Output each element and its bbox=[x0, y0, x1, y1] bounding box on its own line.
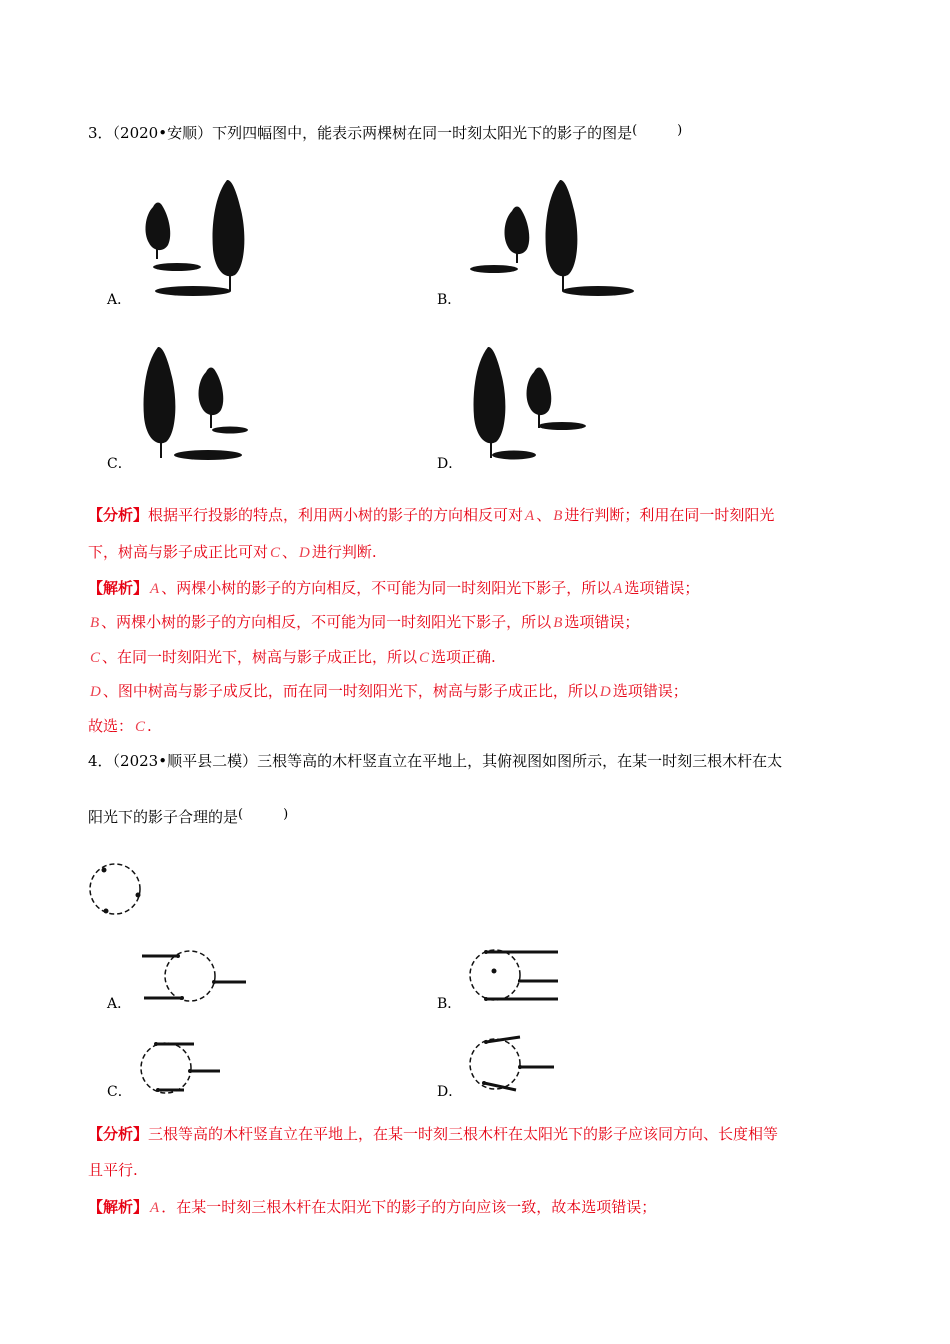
tree-icon bbox=[474, 347, 506, 458]
q3-solution-b: B 、两棵小树的影子的方向相反，不可能为同一时刻阳光下影子，所以 B 选项错误； bbox=[90, 613, 640, 631]
q3-analysis-line2: 下，树高与影子成正比可对 C 、 D 进行判断. bbox=[88, 543, 377, 561]
q4-analysis-line2: 且平行. bbox=[88, 1161, 138, 1179]
q4-source: （2023•顺平县二模） bbox=[112, 752, 258, 770]
q3-figure-a bbox=[135, 175, 265, 300]
q4-option-b-label: B． bbox=[437, 996, 462, 1012]
q3-figure-d bbox=[466, 342, 596, 467]
q3-option-c-label: C． bbox=[107, 456, 132, 472]
q3-option-a-label: A． bbox=[107, 292, 132, 308]
analysis-tag: 【分析】 bbox=[88, 1125, 149, 1143]
analysis-tag: 【分析】 bbox=[88, 506, 149, 524]
shadow-small bbox=[538, 422, 586, 430]
q3-solution-d: D 、图中树高与影子成反比，而在同一时刻阳光下，树高与影子成正比，所以 D 选项错误； bbox=[90, 682, 688, 700]
shadow-big bbox=[562, 286, 634, 296]
tree-icon bbox=[527, 368, 552, 429]
q4-topview-figure bbox=[88, 862, 148, 917]
q3-stem bbox=[88, 121, 682, 143]
q4-option-a-label: A． bbox=[107, 996, 132, 1012]
tree-icon bbox=[146, 203, 171, 260]
q4-figure-c bbox=[138, 1038, 228, 1098]
q3-analysis-line1: 【分析】根据平行投影的特点，利用两小树的影子的方向相反可对 A 、 B 进行判断；利用在同一时刻阳光 bbox=[88, 506, 775, 524]
tree-icon bbox=[144, 347, 176, 458]
q4-solution-a: 【解析】 A ．在某一时刻三根木杆在太阳光下的影子的方向应该一致，故本选项错误； bbox=[88, 1198, 657, 1216]
q3-option-b-label: B． bbox=[437, 292, 462, 308]
q4-stem-line2: 阳光下的影子合理的是( ) bbox=[88, 807, 289, 826]
q3-answer-paren-close: ) bbox=[677, 123, 683, 138]
q3-figure-c bbox=[138, 342, 268, 467]
tree-icon bbox=[213, 180, 245, 291]
q3-option-d-label: D． bbox=[437, 456, 463, 472]
q4-stem-line1: 4．（2023•顺平县二模）三根等高的木杆竖直立在平地上，其俯视图如图所示，在某一时刻三根木杆在太 bbox=[88, 752, 783, 770]
q3-stem-text: 下列四幅图中，能表示两棵树在同一时刻太阳光下的影子的图是 bbox=[212, 124, 633, 142]
tree-icon bbox=[546, 180, 578, 291]
q4-option-d-label: D． bbox=[437, 1084, 463, 1100]
q3-answer: 故选： C . bbox=[88, 717, 152, 735]
solution-tag: 【解析】 bbox=[88, 1198, 149, 1216]
shadow-big bbox=[174, 450, 242, 460]
tree-icon bbox=[505, 207, 530, 264]
q3-solution-c: C 、在同一时刻阳光下，树高与影子成正比，所以 C 选项正确. bbox=[90, 648, 496, 666]
q4-answer-paren-open: ( bbox=[238, 807, 244, 822]
shadow-big bbox=[155, 286, 231, 296]
q4-option-c-label: C． bbox=[107, 1084, 132, 1100]
shadow-big bbox=[492, 451, 536, 460]
q3-figure-b bbox=[468, 175, 638, 300]
q4-figure-d bbox=[468, 1034, 558, 1094]
q3-answer-paren-open: ( bbox=[632, 123, 638, 138]
q3-source: （2020•安顺） bbox=[112, 124, 213, 142]
q4-number: 4． bbox=[88, 752, 113, 770]
q3-solution-a: 【解析】 A 、两棵小树的影子的方向相反，不可能为同一时刻阳光下影子，所以 A 选项错误； bbox=[88, 579, 700, 597]
q4-analysis-line1: 【分析】三根等高的木杆竖直立在平地上，在某一时刻三根木杆在太阳光下的影子应该同方向、长度相等 bbox=[88, 1125, 779, 1143]
shadow-small bbox=[212, 427, 248, 434]
q4-answer-paren-close: ) bbox=[283, 807, 289, 822]
solution-tag: 【解析】 bbox=[88, 579, 149, 597]
shadow-small bbox=[153, 263, 201, 271]
q4-figure-b bbox=[468, 945, 568, 1005]
q3-number: 3． bbox=[88, 124, 113, 142]
q4-figure-a bbox=[140, 948, 250, 1006]
shadow-small bbox=[470, 265, 518, 273]
tree-icon bbox=[199, 368, 224, 429]
